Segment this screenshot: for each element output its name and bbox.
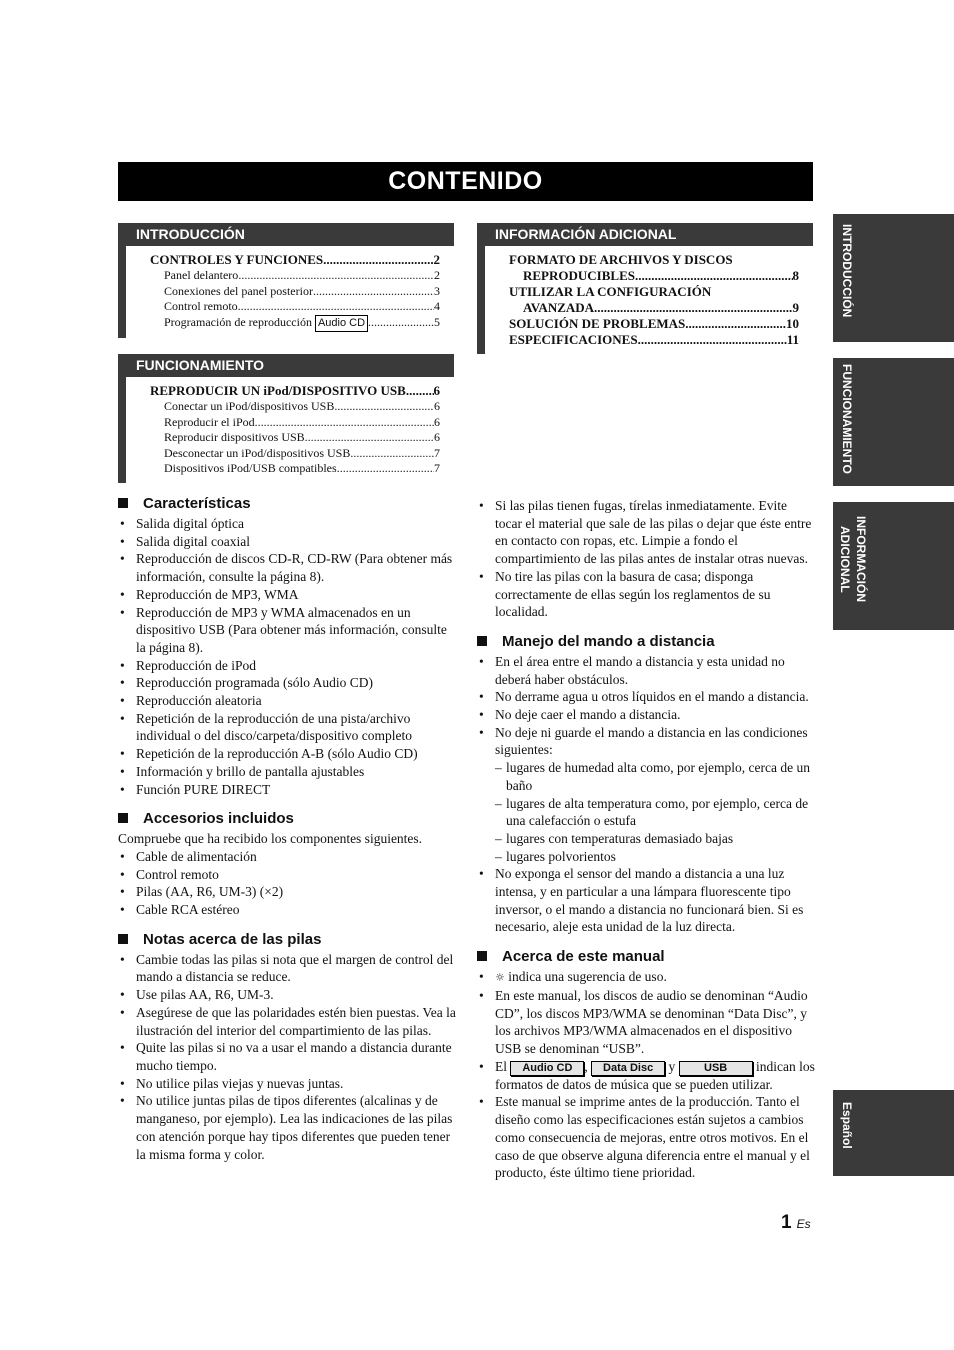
features-list	[118, 515, 456, 798]
toc-introduccion	[118, 223, 454, 338]
toc-entry[interactable]: Control remoto ..... 4	[164, 299, 440, 315]
audio-cd-tag: Audio CD	[315, 315, 368, 333]
toc-entry[interactable]: REPRODUCIBLES ..... 8	[509, 268, 799, 284]
toc-entry[interactable]: Conexiones del panel posterior ..... 3	[164, 284, 440, 300]
list-item: • Reproducción programada (sólo Audio CD)	[118, 674, 456, 692]
toc-entry[interactable]: Conectar un iPod/dispositivos USB ..... 6	[164, 399, 440, 415]
list-item: • En este manual, los discos de audio se denominan “Audio CD”, los discos MP3/WMA se denominan “Data Disc”, y los archivos MP3/WMA almacenados en el dispositivo USB se denominan “USB”.	[477, 987, 815, 1058]
square-bullet-icon	[118, 813, 128, 823]
toc-funcionamiento	[118, 354, 454, 483]
tip-lightbulb-icon: ☼	[495, 971, 505, 985]
toc-entry[interactable]: CONTROLES Y FUNCIONES ..... 2	[150, 252, 440, 268]
toc-informacion-adicional	[477, 223, 813, 354]
list-subitem: – lugares con temperaturas demasiado bajas	[477, 830, 815, 848]
side-tab-informacion-adicional[interactable]: INFORMACIÓN ADICIONAL	[833, 502, 954, 630]
left-column	[118, 485, 456, 1163]
list-item: • Pilas (AA, R6, UM-3) (×2)	[118, 883, 456, 901]
list-item: • El Audio CD , Data Disc y USB indican los formatos de datos de música que se pueden utilizar.	[477, 1058, 815, 1094]
list-item: • No utilice pilas viejas y nuevas juntas.	[118, 1075, 456, 1093]
side-tab-introduccion[interactable]: INTRODUCCIÓN	[833, 214, 954, 342]
toc-entry[interactable]: Desconectar un iPod/dispositivos USB ..... 7	[164, 446, 440, 462]
section-heading: Manejo del mando a distancia	[477, 633, 815, 651]
list-item: • No exponga el sensor del mando a distancia a una luz intensa, y en particular a una lámpara fluorescente tipo inversor, o el mando a distancia no funcionará bien. Si es necesario, aleje esta unidad de la luz directa.	[477, 865, 815, 936]
list-item: • Cable RCA estéreo	[118, 901, 456, 919]
list-item: • Reproducción de discos CD-R, CD-RW (Para obtener más información, consulte la página 8).	[118, 550, 456, 585]
list-item: • ☼ indica una sugerencia de uso.	[477, 968, 815, 987]
list-item: • Cambie todas las pilas si nota que el margen de control del mando a distancia se reduce.	[118, 951, 456, 986]
right-column	[477, 497, 815, 1182]
list-subitem: – lugares de humedad alta como, por ejemplo, cerca de un baño	[477, 759, 815, 794]
toc-entry[interactable]: FORMATO DE ARCHIVOS Y DISCOS	[509, 252, 733, 267]
toc-entry[interactable]: SOLUCIÓN DE PROBLEMAS ..... 10	[509, 316, 799, 332]
page-title: CONTENIDO	[118, 162, 813, 201]
list-subitem: – lugares de alta temperatura como, por ejemplo, cerca de una calefacción o estufa	[477, 795, 815, 830]
square-bullet-icon	[118, 498, 128, 508]
list-item: • Este manual se imprime antes de la producción. Tanto el diseño como las especificaciones están sujetos a cambios como consecuencia de mejoras, entre otros motivos. En el caso de que observe alguna diferencia entre el manual y el producto, éste último tiene prioridad.	[477, 1093, 815, 1182]
side-tab-funcionamiento[interactable]: FUNCIONAMIENTO	[833, 358, 954, 486]
list-item: • Información y brillo de pantalla ajustables	[118, 763, 456, 781]
list-item: • En el área entre el mando a distancia y esta unidad no deberá haber obstáculos.	[477, 653, 815, 688]
battery-notes-list-cont	[477, 497, 815, 621]
section-heading: Accesorios incluidos	[118, 810, 456, 828]
usb-tag: USB	[679, 1061, 753, 1076]
page-number: 1 Es	[781, 1212, 811, 1233]
list-item: • No deje ni guarde el mando a distancia en las condiciones siguientes:	[477, 724, 815, 759]
list-item: • Control remoto	[118, 866, 456, 884]
toc-entry[interactable]: Reproducir dispositivos USB ..... 6	[164, 430, 440, 446]
toc-entry[interactable]: Reproducir el iPod ..... 6	[164, 415, 440, 431]
manual-notes-list	[477, 968, 815, 1182]
square-bullet-icon	[477, 636, 487, 646]
toc-heading: INTRODUCCIÓN	[118, 223, 454, 246]
remote-handling-list	[477, 653, 815, 936]
square-bullet-icon	[118, 934, 128, 944]
list-item: • No utilice juntas pilas de tipos diferentes (alcalinas y de manganeso, por ejemplo). Lea las indicaciones de las pilas con atención porque hay tipos diferentes que pueden tener la misma forma y color.	[118, 1092, 456, 1163]
toc-heading: FUNCIONAMIENTO	[118, 354, 454, 377]
section-heading: Características	[118, 495, 456, 513]
list-item: • Reproducción aleatoria	[118, 692, 456, 710]
list-item: • Asegúrese de que las polaridades estén bien puestas. Vea la ilustración del interior del compartimiento de las pilas.	[118, 1004, 456, 1039]
side-tab-espanol[interactable]: Español	[833, 1090, 954, 1176]
list-item: • Reproducción de MP3, WMA	[118, 586, 456, 604]
list-item: • Salida digital coaxial	[118, 533, 456, 551]
toc-entry[interactable]: UTILIZAR LA CONFIGURACIÓN	[509, 284, 712, 299]
list-item: • Cable de alimentación	[118, 848, 456, 866]
section-heading: Acerca de este manual	[477, 948, 815, 966]
list-item: • Si las pilas tienen fugas, tírelas inmediatamente. Evite tocar el material que sale de las pilas o dejar que éste entre en contacto con ropas, etc. Limpie a fondo el compartimiento de las pilas antes de instalar otras nuevas.	[477, 497, 815, 568]
toc-entry[interactable]: AVANZADA ..... 9	[509, 300, 799, 316]
list-item: • No tire las pilas con la basura de casa; disponga correctamente de ellas según los reglamentos de su localidad.	[477, 568, 815, 621]
toc-entry[interactable]: Dispositivos iPod/USB compatibles ..... 7	[164, 461, 440, 477]
toc-entry[interactable]: REPRODUCIR UN iPod/DISPOSITIVO USB ..... 6	[150, 383, 440, 399]
list-item: • Reproducción de MP3 y WMA almacenados en un dispositivo USB (Para obtener más información, consulte la página 8).	[118, 604, 456, 657]
list-item: • No derrame agua u otros líquidos en el mando a distancia.	[477, 688, 815, 706]
battery-notes-list	[118, 951, 456, 1163]
toc-entry[interactable]: Panel delantero ..... 2	[164, 268, 440, 284]
section-heading: Notas acerca de las pilas	[118, 931, 456, 949]
list-item: • No deje caer el mando a distancia.	[477, 706, 815, 724]
toc-entry[interactable]: Programación de reproducción Audio CD ..... 5	[164, 315, 440, 333]
list-item: • Salida digital óptica	[118, 515, 456, 533]
list-item: • Repetición de la reproducción de una pista/archivo individual o del disco/carpeta/dispositivo completo	[118, 710, 456, 745]
list-item: • Repetición de la reproducción A-B (sólo Audio CD)	[118, 745, 456, 763]
accessories-intro: Compruebe que ha recibido los componentes siguientes.	[118, 831, 423, 847]
list-item: • Reproducción de iPod	[118, 657, 456, 675]
list-item: • Use pilas AA, R6, UM-3.	[118, 986, 456, 1004]
list-item: • Función PURE DIRECT	[118, 781, 456, 799]
audio-cd-tag: Audio CD	[510, 1061, 584, 1076]
list-item: • Quite las pilas si no va a usar el mando a distancia durante mucho tiempo.	[118, 1039, 456, 1074]
list-subitem: – lugares polvorientos	[477, 848, 815, 866]
data-disc-tag: Data Disc	[591, 1061, 665, 1076]
toc-heading: INFORMACIÓN ADICIONAL	[477, 223, 813, 246]
accessories-list	[118, 848, 456, 919]
toc-entry[interactable]: ESPECIFICACIONES ..... 11	[509, 332, 799, 348]
square-bullet-icon	[477, 951, 487, 961]
